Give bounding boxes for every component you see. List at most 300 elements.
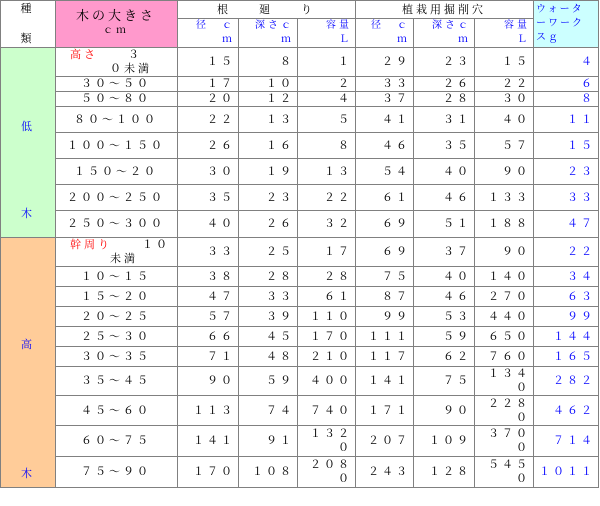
root-volume-cell — [298, 307, 356, 327]
root-depth-cell — [239, 133, 298, 159]
hole-depth-cell-value: ３１ — [443, 112, 472, 126]
water-works-header — [534, 1, 599, 48]
hole-volume-cell — [475, 48, 534, 77]
hole-depth-cell-value: ９０ — [443, 403, 472, 417]
water-works-cell — [534, 133, 599, 159]
hole-depth-cell — [414, 133, 475, 159]
root-volume-cell-value: ２１０ — [310, 349, 353, 363]
table-row — [1, 457, 599, 488]
root-diameter-header — [178, 19, 239, 48]
root-depth-cell-value: ２８ — [266, 269, 294, 283]
tree-size-cell — [56, 307, 178, 327]
hole-depth-cell — [414, 238, 475, 267]
root-depth-cell-value: ２６ — [266, 217, 294, 230]
root-volume-cell-value: ６１ — [324, 289, 353, 303]
water-works-value: ８ — [581, 92, 596, 105]
hole-depth-cell-value: ２６ — [443, 77, 472, 90]
hole-diameter-label: 径 ｃ — [371, 20, 411, 31]
hole-volume-cell — [475, 327, 534, 347]
planting-hole-header: 植栽用掘削穴 — [356, 1, 534, 19]
hole-depth-cell-value: ５９ — [443, 329, 472, 343]
root-diameter-cell-value: １７０ — [193, 465, 235, 478]
hole-diameter-cell-value: ２０７ — [368, 434, 411, 447]
hole-volume-cell-value: １８８ — [488, 217, 531, 230]
root-volume-cell-value: ７４０ — [310, 403, 353, 417]
tree-size-cell — [56, 48, 178, 77]
tree-size-cell — [56, 185, 178, 211]
root-diameter-cell — [178, 211, 239, 238]
root-volume-cell-value: ４ — [338, 92, 353, 105]
root-diameter-label: 径 ｃ — [196, 20, 235, 31]
hole-diameter-cell — [356, 211, 414, 238]
root-volume-cell — [298, 396, 356, 426]
root-depth-cell-value: ２３ — [266, 190, 294, 204]
table-row — [1, 426, 599, 457]
root-diameter-cell — [178, 457, 239, 488]
root-diameter-cell — [178, 267, 239, 287]
root-depth-cell-value: １０８ — [252, 465, 294, 478]
tree-size-value: ３ — [128, 48, 142, 61]
hole-depth-cell — [414, 327, 475, 347]
water-works-value: ３３ — [567, 190, 596, 204]
root-depth-cell-value: ４８ — [266, 349, 294, 363]
hole-depth-cell-value: １２８ — [429, 465, 472, 478]
hole-depth-cell-value: ５１ — [443, 217, 472, 230]
table-row — [1, 396, 599, 426]
root-volume-cell-value: ２２ — [324, 190, 353, 204]
hole-depth-cell-value: ４６ — [443, 289, 472, 303]
tree-size-cell — [56, 457, 178, 488]
table-row — [1, 211, 599, 238]
root-volume-cell — [298, 92, 356, 107]
hole-diameter-cell-value: １１１ — [368, 329, 411, 343]
root-depth-cell — [239, 457, 298, 488]
root-diameter-cell-value: ４０ — [207, 217, 235, 230]
hole-volume-cell-value-cont: ０ — [516, 472, 531, 485]
root-diameter-cell-value: ６６ — [207, 329, 235, 343]
hole-volume-cell-value: ２２８ — [488, 396, 531, 410]
hole-volume-cell-value-cont: ０ — [516, 441, 531, 454]
root-diameter-cell-value: １７ — [207, 77, 235, 90]
hole-volume-cell — [475, 185, 534, 211]
water-works-line-3: スｇ — [536, 32, 561, 43]
hole-volume-cell — [475, 457, 534, 488]
hole-volume-cell — [475, 426, 534, 457]
hole-diameter-unit: ｍ — [397, 34, 411, 45]
root-depth-cell-value: １０ — [266, 77, 294, 90]
water-works-value: ２８２ — [553, 374, 596, 387]
table-row — [1, 77, 599, 92]
root-depth-cell-value: ５９ — [266, 374, 294, 387]
hole-depth-label: 深さｃ — [432, 20, 472, 31]
hole-depth-cell — [414, 347, 475, 367]
hole-depth-header — [414, 19, 475, 48]
root-diameter-cell-value: ３８ — [207, 269, 235, 283]
header-row-1 — [1, 1, 599, 19]
tree-size-suffix: ０未満 — [110, 62, 152, 75]
tree-size-cell — [56, 327, 178, 347]
hole-depth-cell — [414, 159, 475, 185]
hole-depth-cell-value: ４０ — [443, 269, 472, 283]
hole-diameter-cell-value: ６１ — [382, 190, 411, 204]
root-diameter-cell — [178, 287, 239, 307]
tree-size-range: ２００～２５０ — [67, 190, 165, 204]
root-diameter-cell — [178, 327, 239, 347]
root-depth-cell — [239, 92, 298, 107]
hole-volume-cell-value: ２７０ — [488, 289, 531, 303]
water-works-cell — [534, 159, 599, 185]
root-volume-cell-value: １３２ — [310, 427, 353, 440]
hole-volume-cell-value: １５ — [502, 55, 531, 68]
hole-diameter-cell-value: １４１ — [368, 374, 411, 387]
root-diameter-cell — [178, 307, 239, 327]
root-diameter-cell-value: ９０ — [207, 374, 235, 387]
table-row — [1, 347, 599, 367]
hole-diameter-cell-value: ９９ — [382, 309, 411, 323]
hole-depth-cell — [414, 185, 475, 211]
root-diameter-cell — [178, 238, 239, 267]
tree-size-cell — [56, 159, 178, 185]
root-depth-cell-value: １３ — [266, 112, 294, 126]
tree-size-cell — [56, 211, 178, 238]
hole-depth-cell — [414, 287, 475, 307]
root-diameter-cell-value: １５ — [207, 55, 235, 68]
tree-size-cell — [56, 367, 178, 396]
water-works-value: ２２ — [567, 245, 596, 258]
root-volume-cell-value: ２ — [338, 77, 353, 90]
root-depth-cell — [239, 347, 298, 367]
water-works-value: ４６２ — [553, 403, 596, 417]
table-row — [1, 48, 599, 77]
hole-volume-cell — [475, 92, 534, 107]
hole-diameter-cell-value: ２９ — [382, 55, 411, 68]
hole-depth-cell-value: ３７ — [443, 245, 472, 258]
hole-diameter-cell-value: ６９ — [382, 245, 411, 258]
root-volume-label: 容量 — [326, 20, 353, 31]
tree-size-cell — [56, 287, 178, 307]
hole-volume-cell-value: ６５０ — [488, 329, 531, 343]
hole-diameter-cell-value: ５４ — [382, 164, 411, 178]
hole-volume-cell — [475, 211, 534, 238]
category-header-top: 種 — [20, 2, 35, 15]
hole-diameter-cell — [356, 185, 414, 211]
root-depth-label: 深さｃ — [255, 20, 294, 31]
hole-volume-cell — [475, 396, 534, 426]
tree-size-label: 木の大きさ — [75, 9, 156, 24]
hole-diameter-cell — [356, 457, 414, 488]
table-row — [1, 307, 599, 327]
hole-diameter-cell-value: ４６ — [382, 138, 411, 152]
root-volume-cell-value-cont: ０ — [338, 472, 353, 485]
hole-diameter-cell-value: ３３ — [382, 77, 411, 90]
hole-diameter-cell — [356, 77, 414, 92]
water-works-value: １１ — [567, 112, 596, 126]
root-volume-cell — [298, 238, 356, 267]
hole-volume-cell — [475, 107, 534, 133]
table-row — [1, 185, 599, 211]
root-volume-cell-value: ５ — [338, 112, 353, 126]
water-works-cell — [534, 48, 599, 77]
root-diameter-cell — [178, 107, 239, 133]
hole-diameter-cell-value: １１７ — [368, 349, 411, 363]
water-works-cell — [534, 287, 599, 307]
hole-depth-cell-value: ４０ — [443, 164, 472, 178]
hole-diameter-cell-value: ２４３ — [368, 465, 411, 478]
hole-diameter-cell — [356, 307, 414, 327]
hole-volume-unit: Ｌ — [517, 34, 531, 45]
hole-depth-cell — [414, 457, 475, 488]
hole-diameter-cell — [356, 267, 414, 287]
tree-size-range: ５０～８０ — [81, 92, 151, 105]
category-label-top: 高 — [21, 337, 35, 351]
root-volume-cell — [298, 133, 356, 159]
water-works-cell — [534, 211, 599, 238]
tree-size-cell — [56, 396, 178, 426]
tree-size-range: ４５～６０ — [81, 403, 151, 417]
root-volume-cell-value: ４００ — [310, 374, 353, 387]
hole-diameter-cell-value: ８７ — [382, 289, 411, 303]
root-depth-unit: ｍ — [281, 34, 294, 45]
hole-depth-cell — [414, 396, 475, 426]
root-diameter-cell — [178, 367, 239, 396]
tree-size-range: ６０～７５ — [81, 434, 151, 447]
root-volume-cell — [298, 211, 356, 238]
root-diameter-cell — [178, 159, 239, 185]
tree-size-range: ３５～４５ — [81, 374, 151, 387]
table-row — [1, 327, 599, 347]
root-diameter-cell — [178, 396, 239, 426]
hole-diameter-cell — [356, 107, 414, 133]
root-depth-cell — [239, 48, 298, 77]
hole-volume-cell-value: １４０ — [488, 269, 531, 283]
table-row — [1, 287, 599, 307]
hole-volume-cell — [475, 77, 534, 92]
root-volume-cell — [298, 426, 356, 457]
root-ball-header: 根 廻 り — [178, 1, 356, 19]
tree-size-cell — [56, 238, 178, 267]
root-diameter-cell — [178, 133, 239, 159]
water-works-cell — [534, 347, 599, 367]
root-volume-cell — [298, 48, 356, 77]
category-header-bottom: 類 — [20, 32, 35, 45]
hole-volume-cell-value-cont: ０ — [516, 410, 531, 424]
root-volume-cell-value: ２０８ — [310, 458, 353, 471]
table-row — [1, 107, 599, 133]
root-volume-cell — [298, 185, 356, 211]
hole-depth-unit: ｍ — [458, 34, 472, 45]
hole-depth-cell-value: ２３ — [443, 55, 472, 68]
root-depth-cell — [239, 238, 298, 267]
root-volume-cell — [298, 107, 356, 133]
tree-size-cell — [56, 92, 178, 107]
root-depth-cell-value: ２５ — [266, 245, 294, 258]
water-works-value: ６３ — [567, 289, 596, 303]
tree-size-cell — [56, 347, 178, 367]
table-row — [1, 159, 599, 185]
tree-size-cell — [56, 133, 178, 159]
water-works-value: ２３ — [567, 164, 596, 178]
water-works-line-1: ウォータ — [536, 4, 584, 15]
root-depth-cell-value: １９ — [266, 164, 294, 178]
root-depth-cell — [239, 77, 298, 92]
tree-size-value: １０ — [142, 238, 170, 251]
tree-size-range: １５０～２０ — [74, 164, 158, 178]
hole-depth-cell — [414, 367, 475, 396]
water-works-value: １５ — [567, 138, 596, 152]
root-diameter-cell-value: ３０ — [207, 164, 235, 178]
table-row — [1, 92, 599, 107]
root-volume-cell-value: １ — [338, 55, 353, 68]
root-depth-cell — [239, 287, 298, 307]
hole-volume-cell — [475, 238, 534, 267]
root-diameter-cell-value: ５７ — [207, 309, 235, 323]
root-diameter-cell — [178, 185, 239, 211]
water-works-cell — [534, 426, 599, 457]
tree-size-header — [56, 1, 178, 48]
water-works-cell — [534, 238, 599, 267]
root-volume-cell — [298, 77, 356, 92]
table-row — [1, 133, 599, 159]
tree-size-range: ２５０～３００ — [67, 217, 165, 230]
root-depth-cell — [239, 367, 298, 396]
water-works-value: １６５ — [553, 349, 596, 363]
water-works-cell — [534, 107, 599, 133]
water-works-cell — [534, 267, 599, 287]
root-volume-header — [298, 19, 356, 48]
hole-diameter-cell-value: ７５ — [382, 269, 411, 283]
tree-size-range: ２０～２５ — [81, 309, 151, 323]
category-label-bottom: 木 — [21, 207, 35, 220]
hole-depth-cell-value: ２８ — [443, 92, 472, 105]
hole-diameter-cell-value: ４１ — [382, 112, 411, 126]
hole-diameter-cell — [356, 48, 414, 77]
root-diameter-cell-value: ３３ — [207, 245, 235, 258]
root-depth-cell-value: １２ — [266, 92, 294, 105]
hole-diameter-cell — [356, 238, 414, 267]
water-works-cell — [534, 185, 599, 211]
root-depth-cell — [239, 327, 298, 347]
tree-size-range: ３０～５０ — [81, 77, 151, 90]
tree-size-range: ７５～９０ — [81, 465, 151, 478]
root-diameter-cell — [178, 77, 239, 92]
root-depth-cell-value: ８ — [280, 55, 294, 68]
hole-diameter-cell — [356, 367, 414, 396]
root-depth-cell — [239, 185, 298, 211]
root-depth-cell — [239, 396, 298, 426]
root-volume-cell-value: １１０ — [310, 309, 353, 323]
water-works-cell — [534, 77, 599, 92]
tree-size-range: １５～２０ — [81, 289, 151, 303]
hole-volume-cell-value: ５７ — [502, 138, 531, 152]
hole-depth-cell-value: ５３ — [443, 309, 472, 323]
hole-volume-cell-value: １３４ — [488, 367, 531, 380]
hole-volume-label: 容量 — [504, 20, 531, 31]
water-works-cell — [534, 327, 599, 347]
root-depth-cell-value: ７４ — [266, 403, 294, 417]
hole-volume-cell-value: ９０ — [502, 164, 531, 178]
root-diameter-cell-value: ７１ — [207, 349, 235, 363]
root-depth-cell-value: ３３ — [266, 289, 294, 303]
category-cell — [1, 48, 56, 238]
root-volume-cell-value-cont: ０ — [338, 441, 353, 454]
tree-size-prefix: 高さ — [70, 48, 98, 61]
hole-depth-cell — [414, 48, 475, 77]
table-row — [1, 267, 599, 287]
category-label-top: 低 — [21, 119, 35, 133]
hole-volume-cell-value: ９０ — [502, 245, 531, 258]
hole-volume-cell — [475, 133, 534, 159]
root-depth-cell-value: ９１ — [266, 434, 294, 447]
root-volume-cell — [298, 159, 356, 185]
hole-depth-cell-value: ３５ — [443, 138, 472, 152]
hole-volume-cell — [475, 159, 534, 185]
hole-volume-cell — [475, 347, 534, 367]
hole-diameter-cell — [356, 133, 414, 159]
hole-depth-cell-value: ７５ — [443, 374, 472, 387]
tree-size-suffix: 未満 — [110, 252, 138, 265]
hole-volume-cell-value: ２２ — [502, 77, 531, 90]
tree-size-range: １０～１５ — [81, 269, 151, 283]
hole-diameter-cell — [356, 347, 414, 367]
hole-depth-cell-value: ４６ — [443, 190, 472, 204]
tree-size-cell — [56, 267, 178, 287]
root-diameter-cell-value: １１３ — [193, 403, 235, 417]
tree-size-cell — [56, 107, 178, 133]
hole-diameter-cell — [356, 327, 414, 347]
root-depth-cell-value: ３９ — [266, 309, 294, 323]
root-diameter-cell-value: ２０ — [207, 92, 235, 105]
hole-volume-cell-value: ７６０ — [488, 349, 531, 363]
root-diameter-cell-value: １４１ — [193, 434, 235, 447]
water-works-cell — [534, 457, 599, 488]
root-depth-cell-value: １６ — [266, 138, 294, 152]
root-volume-cell — [298, 367, 356, 396]
water-works-value: ７１４ — [553, 434, 596, 447]
root-depth-cell — [239, 267, 298, 287]
root-diameter-cell-value: ２６ — [207, 138, 235, 152]
hole-volume-cell — [475, 307, 534, 327]
water-works-value: ６ — [581, 77, 596, 90]
water-works-value: ３４ — [567, 269, 596, 283]
category-header — [1, 1, 56, 48]
root-volume-cell-value: ２８ — [324, 269, 353, 283]
hole-volume-cell — [475, 267, 534, 287]
hole-diameter-cell — [356, 159, 414, 185]
root-volume-cell — [298, 267, 356, 287]
water-works-value: ９９ — [567, 309, 596, 323]
category-cell — [1, 238, 56, 488]
water-works-value: ４ — [581, 55, 596, 68]
root-depth-cell — [239, 159, 298, 185]
root-volume-unit: Ｌ — [339, 34, 353, 45]
hole-volume-cell — [475, 367, 534, 396]
root-depth-cell — [239, 426, 298, 457]
root-diameter-cell — [178, 48, 239, 77]
hole-diameter-cell — [356, 426, 414, 457]
water-works-value: １４４ — [553, 329, 596, 343]
root-depth-cell-value: ４５ — [266, 329, 294, 343]
water-works-cell — [534, 396, 599, 426]
tree-size-prefix: 幹周り — [70, 238, 112, 251]
root-diameter-cell-value: ４７ — [207, 289, 235, 303]
hole-volume-cell-value: ４４０ — [488, 309, 531, 323]
hole-depth-cell-value: １０９ — [429, 434, 472, 447]
root-depth-cell — [239, 107, 298, 133]
root-diameter-cell-value: ２２ — [207, 112, 235, 126]
root-volume-cell — [298, 287, 356, 307]
table-row — [1, 367, 599, 396]
root-depth-header — [239, 19, 298, 48]
